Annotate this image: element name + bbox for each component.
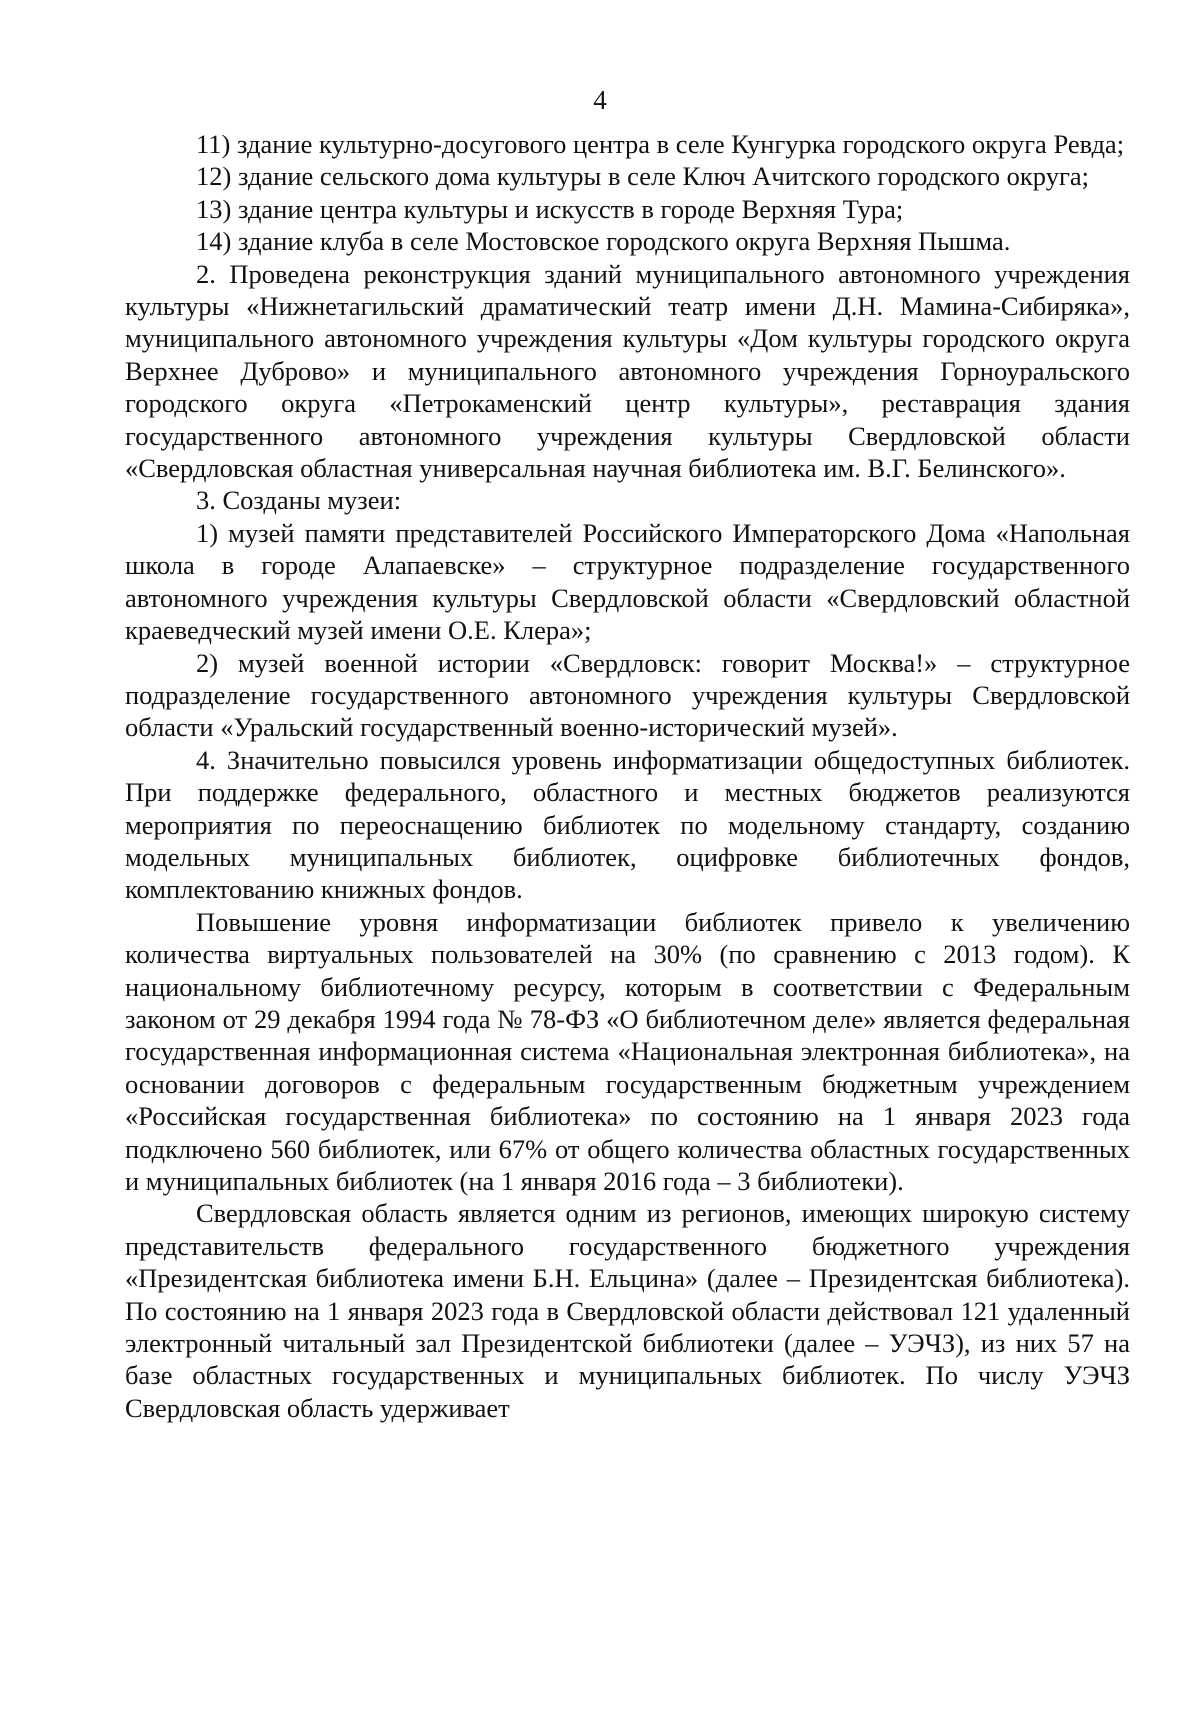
paragraph-museum-2: 2) музей военной истории «Свердловск: говорит Москва!» – структурное подразделение государственного автономного учреждения культуры Свердловской области «Уральский государственный военно-исторический музей». xyxy=(125,647,1130,743)
paragraph-item-12: 12) здание сельского дома культуры в селе Ключ Ачитского городского округа; xyxy=(196,161,1089,192)
paragraph-section-3: 3. Созданы музеи: xyxy=(196,485,402,516)
page-number: 4 xyxy=(593,85,607,115)
document-body xyxy=(125,128,1130,1424)
paragraph-section-4: 4. Значительно повысился уровень информатизации общедоступных библиотек. При поддержке федерального, областного и местных бюджетов реализуются мероприятия по переоснащению библиотек по модельному стандарту, созданию модельных муниципальных библиотек, оцифровке библиотечных фондов, комплектованию книжных фондов. xyxy=(125,744,1130,905)
paragraph-item-14: 14) здание клуба в селе Мостовское городского округа Верхняя Пышма. xyxy=(196,226,1011,257)
paragraph-section-2: 2. Проведена реконструкция зданий муниципального автономного учреждения культуры «Нижнетагильский драматический театр имени Д.Н. Мамина-Сибиряка», муниципального автономного учреждения культуры «Дом культуры городского округа Верхнее Дуброво» и муниципального автономного учреждения Горноуральского городского округа «Петрокаменский центр культуры», реставрация здания государственного автономного учреждения культуры Свердловской области «Свердловская областная универсальная научная библиотека им. В.Г. Белинского». xyxy=(125,258,1130,484)
paragraph-informatization: Повышение уровня информатизации библиотек привело к увеличению количества виртуальных пользователей на 30% (по сравнению с 2013 годом). К национальному библиотечному ресурсу, которым в соответствии с Федеральным законом от 29 декабря 1994 года № 78-ФЗ «О библиотечном деле» является федеральная государственная информационная система «Национальная электронная библиотека», на основании договоров с федеральным государственным бюджетным учреждением «Российская государственная библиотека» по состоянию на 1 января 2023 года подключено 560 библиотек, или 67% от общего количества областных государственных и муниципальных библиотек (на 1 января 2016 года – 3 библиотеки). xyxy=(125,906,1130,1196)
paragraph-presidential-library: Свердловская область является одним из регионов, имеющих широкую систему представительств федерального государственного бюджетного учреждения «Президентская библиотека имени Б.Н. Ельцина» (далее – Президентская библиотека). По состоянию на 1 января 2023 года в Свердловской области действовал 121 удаленный электронный читальный зал Президентской библиотеки (далее – УЭЧЗ), из них 57 на базе областных государственных и муниципальных библиотек. По числу УЭЧЗ Свердловская область удерживает xyxy=(125,1198,1130,1423)
paragraph-item-11: 11) здание культурно-досугового центра в селе Кунгурка городского округа Ревда; xyxy=(196,129,1125,159)
paragraph-item-13: 13) здание центра культуры и искусств в городе Верхняя Тура; xyxy=(196,193,904,224)
paragraph-museum-1: 1) музей памяти представителей Российского Императорского Дома «Напольная школа в городе Алапаевске» – структурное подразделение государственного автономного учреждения культуры Свердловской области «Свердловский областной краеведческий музей имени О.Е. Клера»; xyxy=(125,517,1130,646)
